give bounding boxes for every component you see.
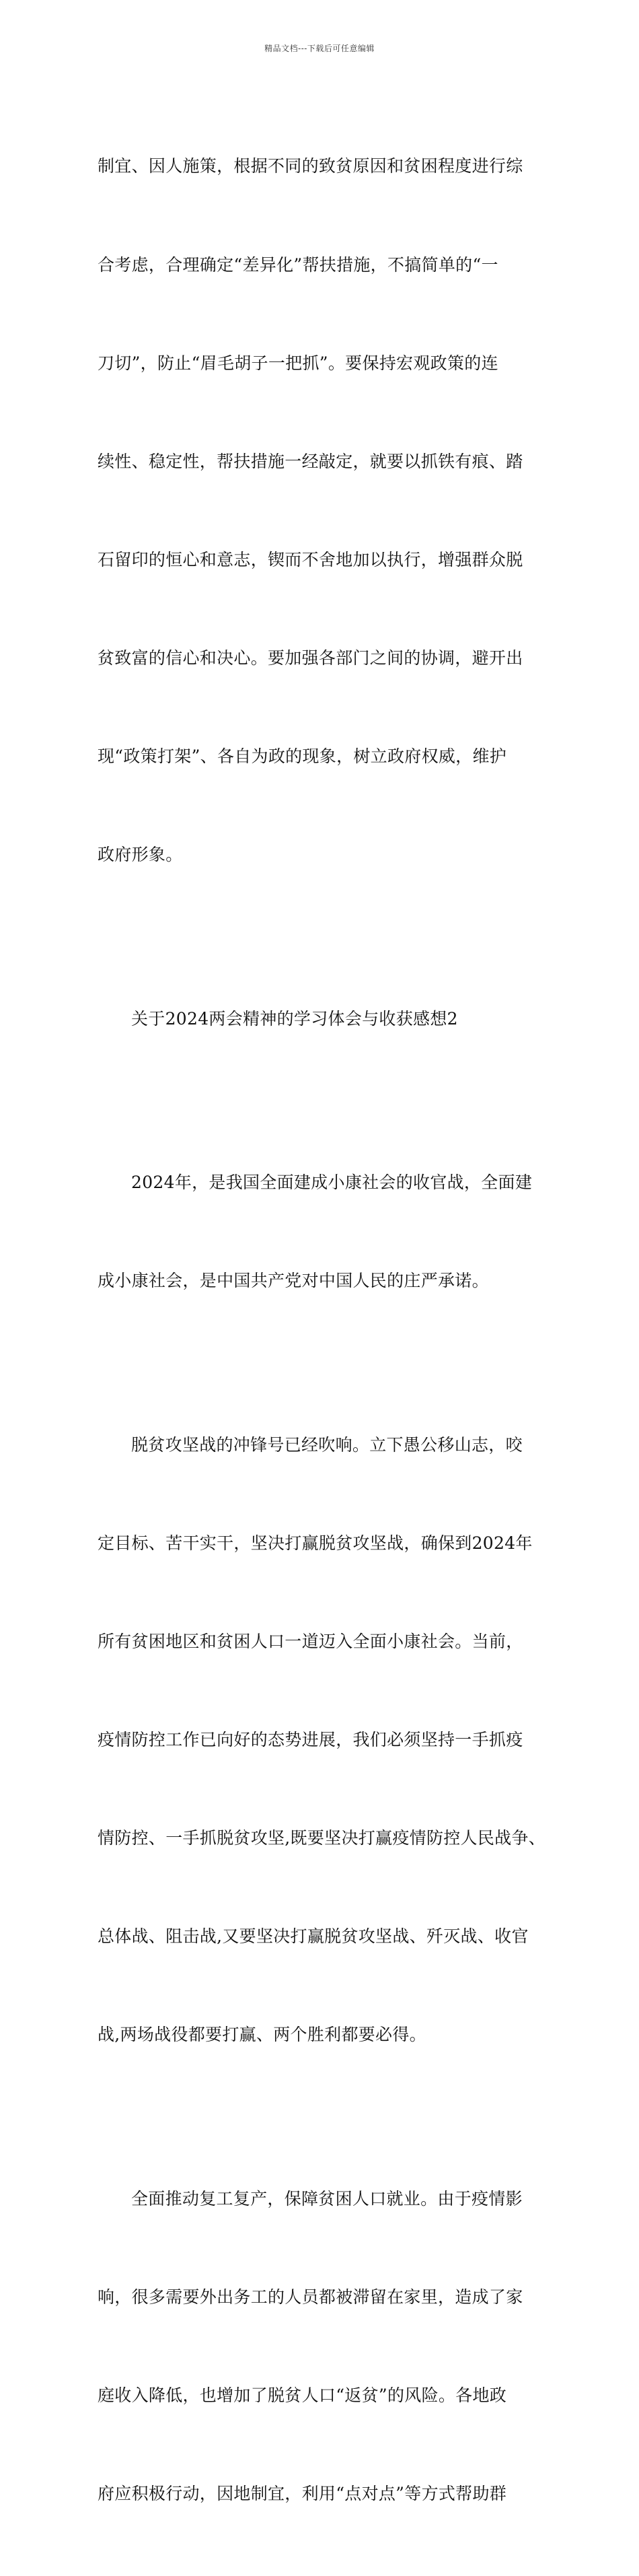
text-line: 所有贫困地区和贫困人口一道迈入全面小康社会。当前， bbox=[98, 1632, 523, 1652]
text-line: 贫致富的信心和决心。要加强各部门之间的协调，避开出 bbox=[98, 648, 523, 668]
text-line: 全面推动复工复产，保障贫困人口就业。由于疫情影 bbox=[131, 2189, 523, 2208]
paragraph-poverty-battle bbox=[98, 1363, 555, 2117]
page-header: 精品文档---下载后可任意编辑 bbox=[264, 44, 375, 53]
text-line: 刀切”，防止“眉毛胡子一把抓”。要保持宏观政策的连 bbox=[98, 353, 498, 373]
text-line: 现“政策打架”、各自为政的现象，树立政府权威，维护 bbox=[98, 746, 507, 767]
text-line: 政府形象。 bbox=[98, 845, 183, 865]
paragraph-continuation bbox=[98, 85, 555, 937]
section-title-text: 关于2024两会精神的学习体会与收获感想2 bbox=[131, 1008, 458, 1029]
text-line: 合考虑，合理确定“差异化”帮扶措施，不搞简单的“一 bbox=[98, 254, 498, 275]
text-line: 总体战、阻击战,又要坚决打赢脱贫攻坚战、歼灭战、收官 bbox=[98, 1926, 529, 1947]
text-line: 续性、稳定性，帮扶措施一经敲定，就要以抓铁有痕、踏 bbox=[98, 451, 523, 471]
paragraph-intro bbox=[98, 1101, 555, 1364]
text-line: 成小康社会，是中国共产党对中国人民的庄严承诺。 bbox=[98, 1271, 489, 1291]
text-line: 疫情防控工作已向好的态势进展，我们必须坚持一手抓疫 bbox=[98, 1730, 523, 1750]
text-line: 府应积极行动，因地制宜，利用“点对点”等方式帮助群 bbox=[98, 2484, 507, 2504]
text-line: 战,两场战役都要打赢、两个胜利都要必得。 bbox=[98, 2025, 426, 2045]
text-line: 响，很多需要外出务工的人员都被滞留在家里，造成了家 bbox=[98, 2287, 523, 2307]
text-line: 制宜、因人施策，根据不同的致贫原因和贫困程度进行综 bbox=[98, 156, 523, 176]
text-line: 石留印的恒心和意志，锲而不舍地加以执行，增强群众脱 bbox=[98, 549, 523, 569]
text-line: 2024年，是我国全面建成小康社会的收官战，全面建 bbox=[131, 1173, 533, 1193]
document-body bbox=[98, 85, 555, 2576]
text-line: 定目标、苦干实干，坚决打赢脱贫攻坚战，确保到2024年 bbox=[98, 1533, 533, 1553]
section-title bbox=[98, 937, 555, 1101]
text-line: 脱贫攻坚战的冲锋号已经吹响。立下愚公移山志，咬 bbox=[131, 1434, 523, 1455]
text-line: 情防控、一手抓脱贫攻坚,既要坚决打赢疫情防控人民战争、 bbox=[98, 1828, 546, 1848]
paragraph-resume-work bbox=[98, 2118, 555, 2576]
text-line: 庭收入降低，也增加了脱贫人口“返贫”的风险。各地政 bbox=[98, 2386, 507, 2406]
